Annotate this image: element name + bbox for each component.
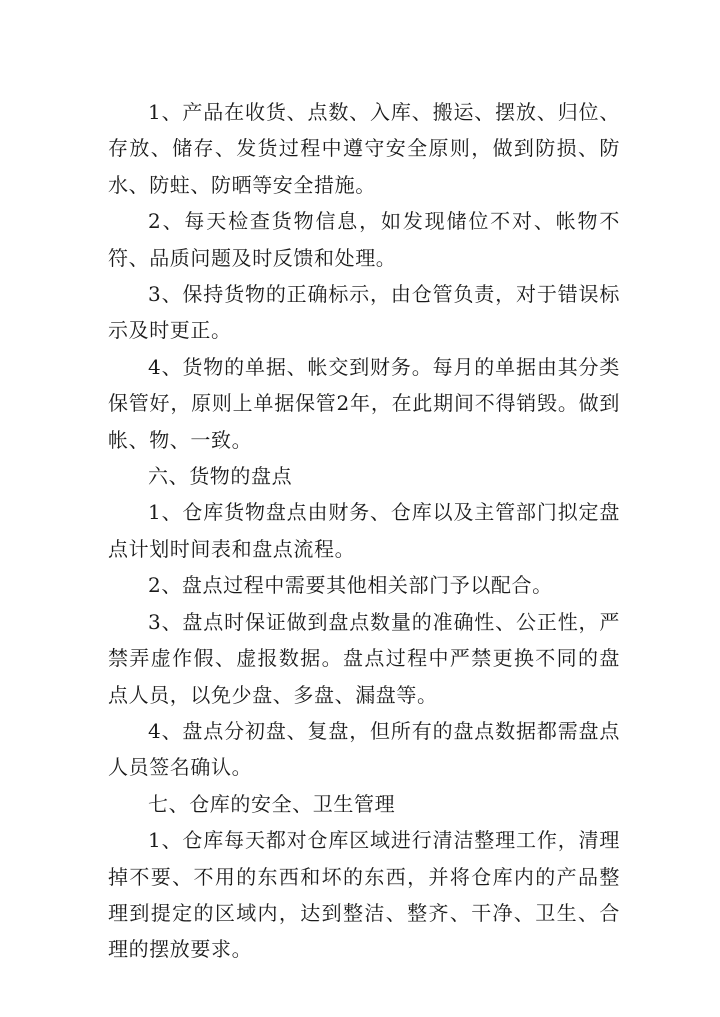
paragraph-product-safety: 1、产品在收货、点数、入库、搬运、摆放、归位、存放、储存、发货过程中遵守安全原则，做到防损、防水、防蛀、防晒等安全措施。 <box>108 100 620 197</box>
paragraph-documents-to-finance: 4、货物的单据、帐交到财务。每月的单据由其分类保管好，原则上单据保管2年，在此期间不得销毁。做到帐、物、一致。 <box>108 354 620 452</box>
paragraph-count-accuracy: 3、盘点时保证做到盘点数量的准确性、公正性，严禁弄虚作假、虚报数据。盘点过程中严禁更换不同的盘点人员，以免少盘、多盘、漏盘等。 <box>108 609 620 707</box>
paragraph-daily-cleaning: 1、仓库每天都对仓库区域进行清洁整理工作，清理掉不要、不用的东西和坏的东西，并将仓库内的产品整理到提定的区域内，达到整洁、整齐、干净、卫生、合理的摆放要求。 <box>108 828 620 962</box>
paragraph-correct-labeling: 3、保持货物的正确标示，由仓管负责，对于错误标示及时更正。 <box>108 282 620 343</box>
paragraph-count-plan: 1、仓库货物盘点由财务、仓库以及主管部门拟定盘点计划时间表和盘点流程。 <box>108 500 620 561</box>
document-page <box>108 94 620 968</box>
section-heading-safety-hygiene: 七、仓库的安全、卫生管理 <box>148 791 396 816</box>
paragraph-count-cooperation: 2、盘点过程中需要其他相关部门予以配合。 <box>148 573 553 598</box>
section-heading-inventory-count: 六、货物的盘点 <box>148 464 293 489</box>
paragraph-count-confirmation: 4、盘点分初盘、复盘，但所有的盘点数据都需盘点人员签名确认。 <box>108 718 620 780</box>
paragraph-daily-check: 2、每天检查货物信息，如发现储位不对、帐物不符、品质问题及时反馈和处理。 <box>108 209 620 270</box>
